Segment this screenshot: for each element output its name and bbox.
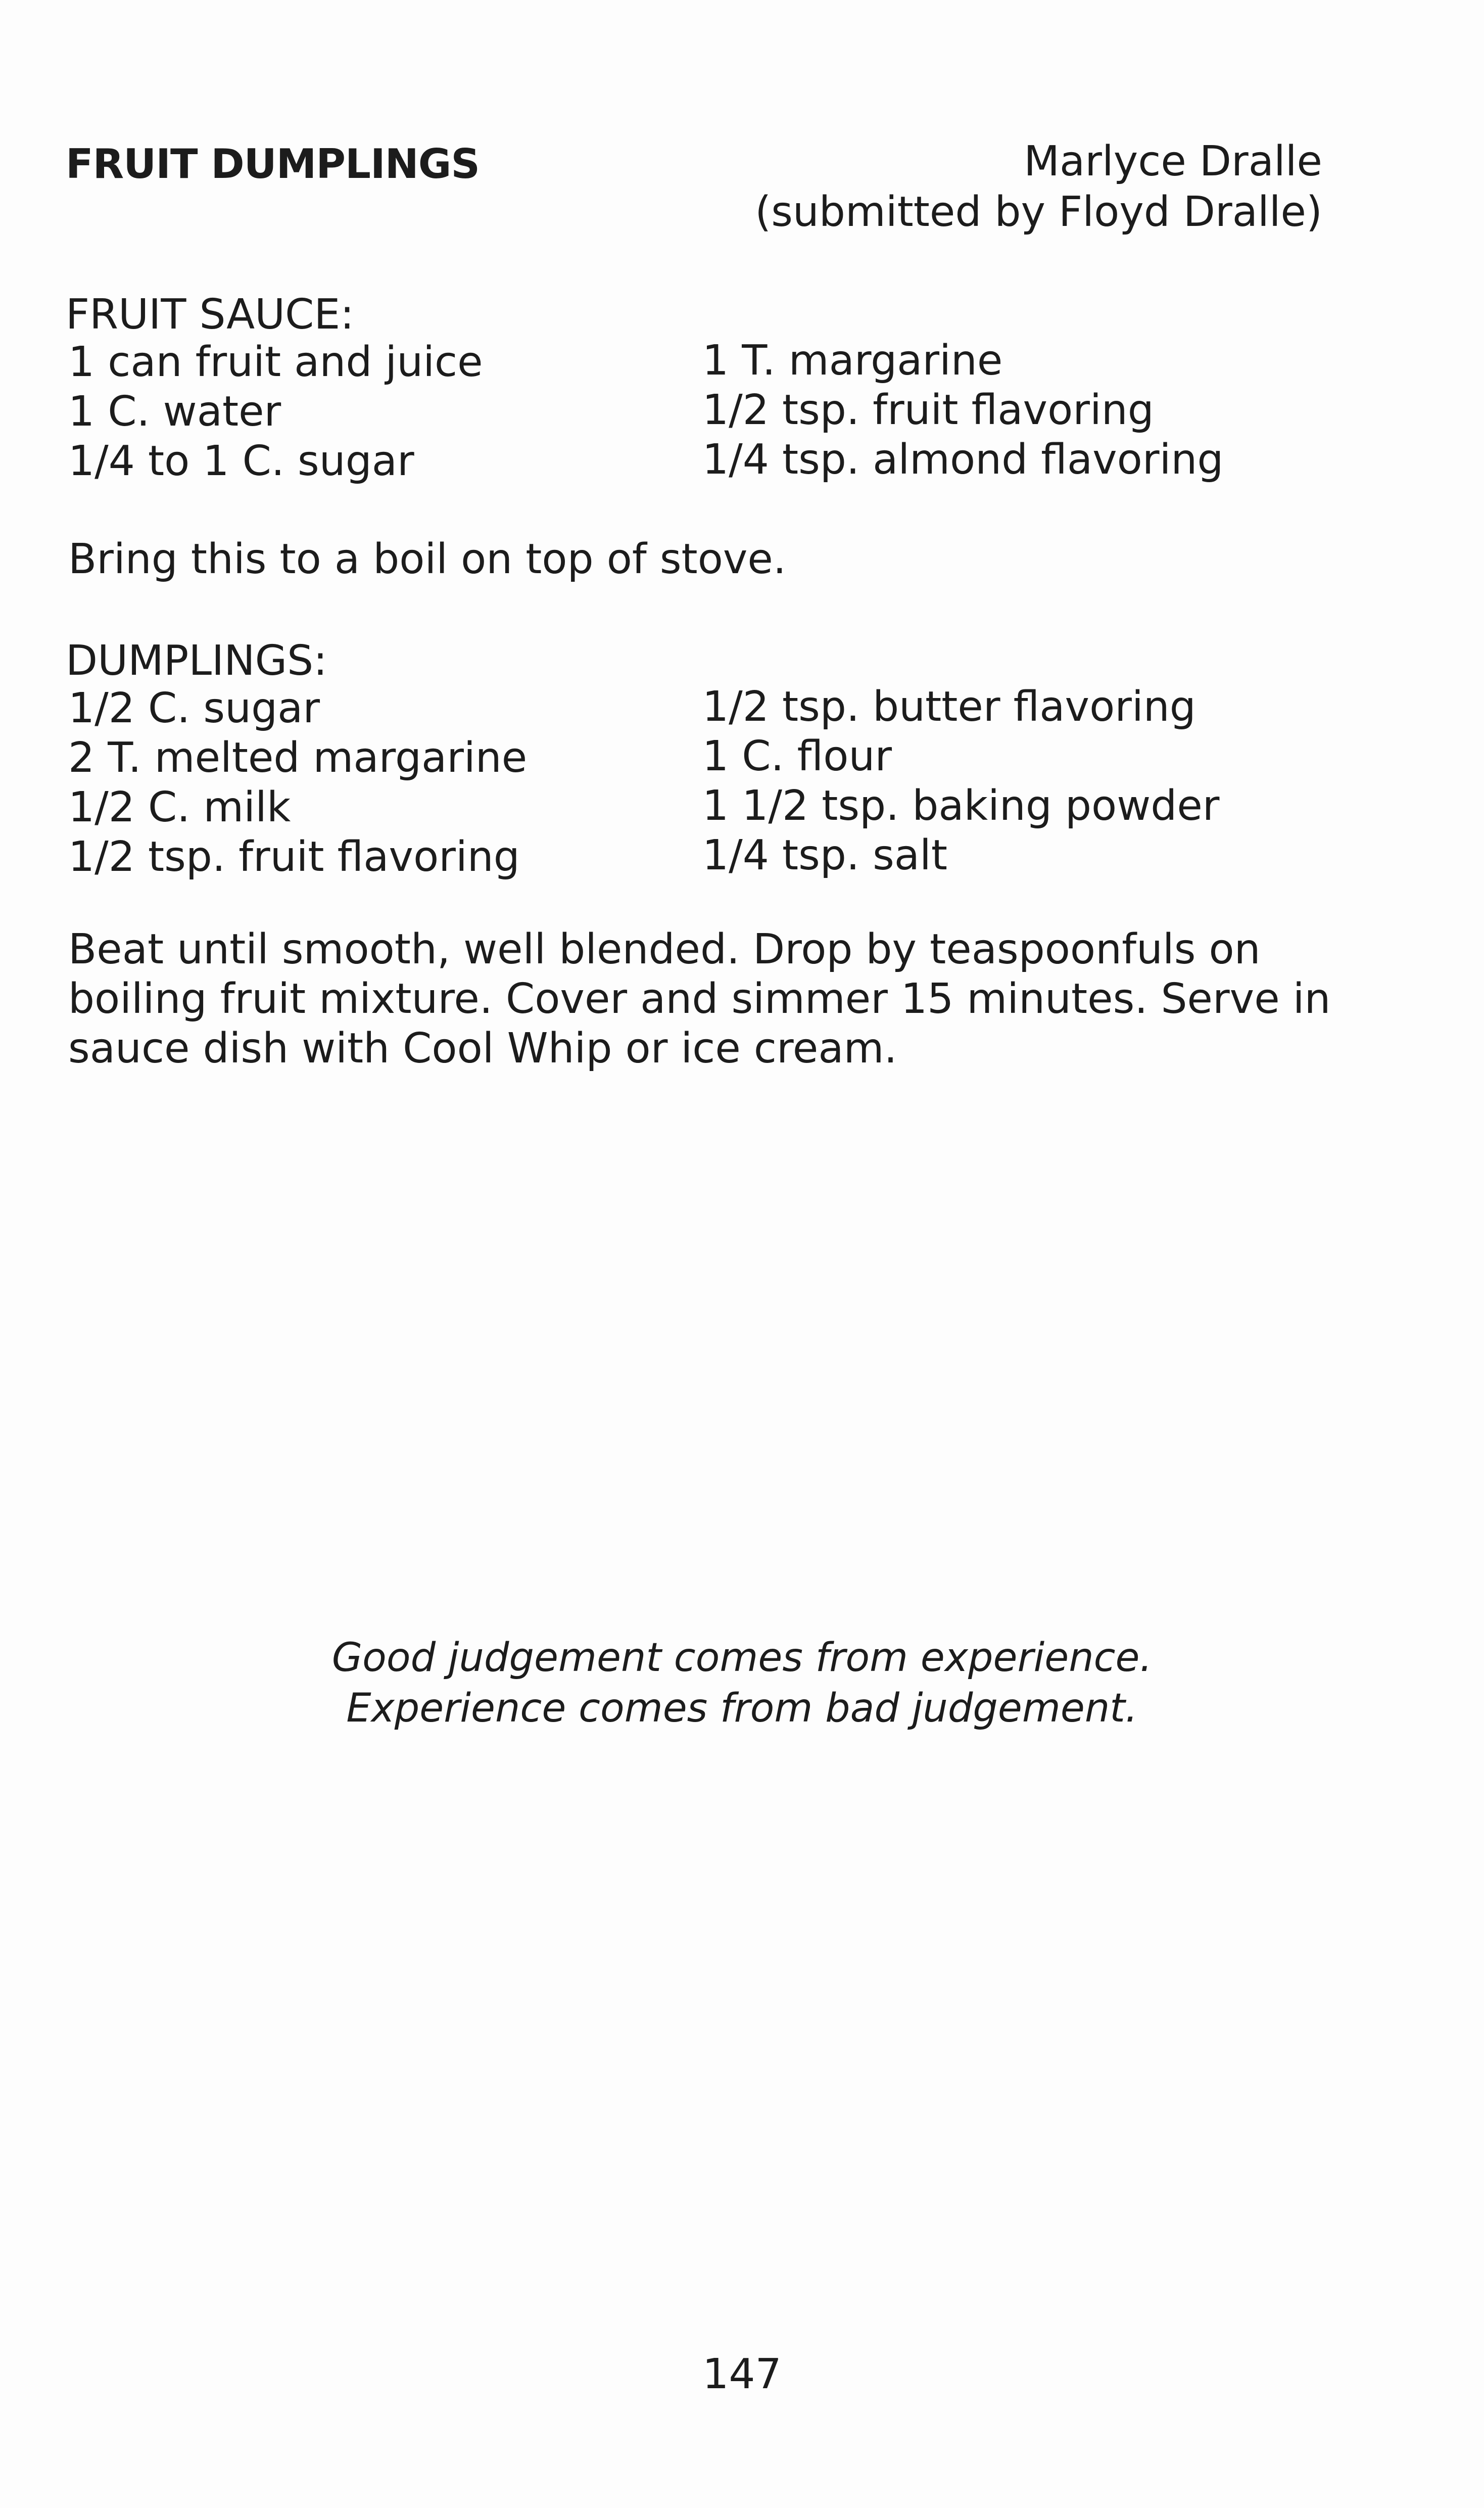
dumplings-ingredients-left — [68, 684, 527, 882]
ingredient: 1 C. flour — [702, 732, 892, 780]
ingredient: 1/2 C. milk — [68, 783, 291, 831]
submitted-by: (submitted by Floyd Dralle) — [755, 188, 1322, 236]
ingredient: 1/2 tsp. fruit flavoring — [68, 833, 520, 881]
fruit-sauce-instruction: Bring this to a boil on top of stove. — [68, 535, 786, 583]
recipe-author — [755, 136, 1322, 238]
quote-line: Good judgement comes from experience. — [331, 1635, 1153, 1681]
ingredient: 1/2 tsp. butter flavoring — [702, 683, 1196, 731]
ingredient: 1/4 to 1 C. sugar — [68, 437, 414, 485]
ingredient: 1 T. margarine — [702, 337, 1003, 385]
instruction-line: boiling fruit mixture. Cover and simmer 15 minutes. Serve in — [68, 975, 1331, 1023]
ingredient: 1 C. water — [68, 388, 281, 436]
quote — [0, 1633, 1484, 1734]
fruit-sauce-ingredients-left — [68, 338, 483, 486]
ingredient: 1 can fruit and juice — [68, 338, 483, 386]
instruction-line: sauce dish with Cool Whip or ice cream. — [68, 1025, 897, 1073]
ingredient: 1/2 C. sugar — [68, 684, 320, 732]
author-name: Marlyce Dralle — [1024, 137, 1322, 185]
ingredient: 2 T. melted margarine — [68, 734, 528, 782]
recipe-title: FRUIT DUMPLINGS — [66, 141, 480, 188]
fruit-sauce-ingredients-right — [702, 336, 1223, 485]
instruction-line: Beat until smooth, well blended. Drop by teaspoonfuls on — [68, 925, 1261, 973]
fruit-sauce-heading: FRUIT SAUCE: — [66, 291, 354, 339]
quote-line: Experience comes from bad judgement. — [346, 1686, 1138, 1731]
dumplings-ingredients-right — [702, 682, 1219, 880]
dumplings-instruction — [68, 925, 1331, 1074]
ingredient: 1/4 tsp. salt — [702, 831, 947, 879]
page-number: 147 — [702, 2350, 782, 2398]
ingredient: 1/2 tsp. fruit flavoring — [702, 386, 1154, 434]
dumplings-heading: DUMPLINGS: — [66, 637, 327, 685]
ingredient: 1/4 tsp. almond flavoring — [702, 436, 1224, 484]
ingredient: 1 1/2 tsp. baking powder — [702, 782, 1220, 830]
